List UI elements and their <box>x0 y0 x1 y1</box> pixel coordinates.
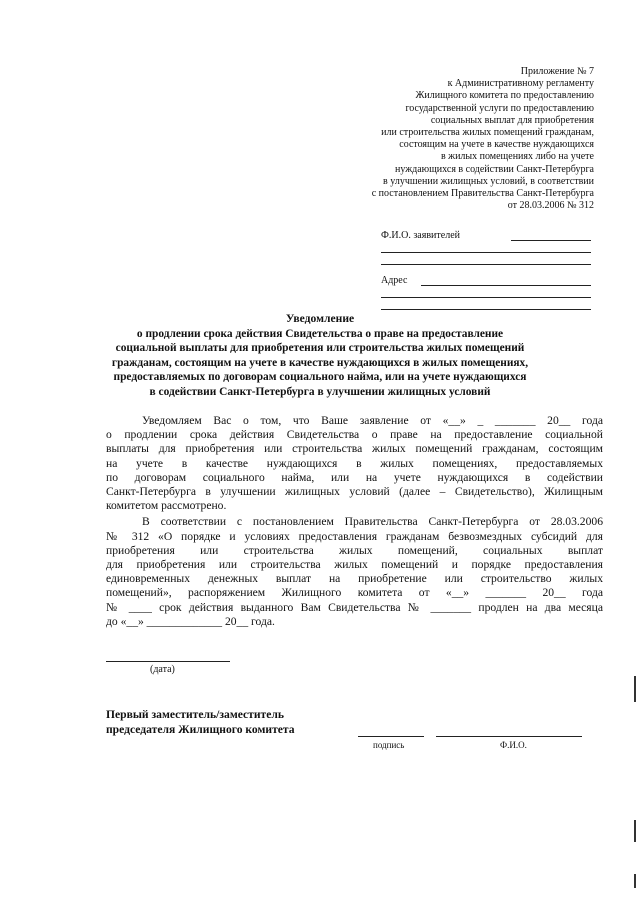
appendix-header <box>294 66 594 212</box>
appendix-line: или строительства жилых помещений гражданам, <box>381 127 594 139</box>
body-line: на учете в качестве нуждающихся в жилых помещениях, предоставляемых <box>106 456 603 470</box>
body-line: № ____ срок действия выданного Вам Свидетельства № _______ продлен на два месяца <box>106 600 603 614</box>
body-line: В соответствии с постановлением Правительства Санкт-Петербурга от 28.03.2006 <box>142 515 603 529</box>
appendix-line: в жилых помещениях либо на учете <box>440 151 594 163</box>
date-field[interactable] <box>106 661 230 662</box>
body-line: выплаты для приобретения или строительства жилых помещений гражданам, состоящим <box>106 442 603 456</box>
scan-margin-mark <box>634 874 636 888</box>
appendix-line: государственной услуги по предоставлению <box>405 102 594 114</box>
body-line: единовременных денежных выплат на приобретение или строительство жилых <box>106 572 603 586</box>
signature-label: подпись <box>373 740 405 750</box>
body-line: для приобретения или строительства жилых помещений и порядке предоставления <box>106 558 603 572</box>
applicant-fio-field[interactable] <box>511 230 591 241</box>
body-line: приобретения или строительства жилых помещений, социальных выплат <box>106 543 603 557</box>
body-line: комитетом рассмотрено. <box>106 499 227 513</box>
signer-fio-label: Ф.И.О. <box>500 740 527 750</box>
body-line: № 312 «О порядке и условиях предоставления гражданам безвозмездных субсидий для <box>106 529 603 543</box>
applicant-address-row <box>381 274 591 286</box>
applicant-address-line[interactable] <box>381 309 591 310</box>
notification-body <box>106 414 603 629</box>
subtitle-line: предоставляемых по договорам социального найма, или на учете нуждающихся <box>113 371 527 384</box>
signer-line: Первый заместитель/заместитель <box>106 708 284 721</box>
subtitle-line: о продлении срока действия Свидетельства о праве на предоставление <box>136 328 504 340</box>
subtitle-line: социальной выплаты для приобретения или строительства жилых помещений <box>115 342 525 355</box>
applicant-address-field[interactable] <box>421 275 591 286</box>
appendix-line: состоящим на учете в качестве нуждающихся <box>399 139 594 151</box>
applicant-fio-label: Ф.И.О. заявителей <box>381 230 460 241</box>
document-subtitle <box>80 327 560 399</box>
applicant-block <box>381 229 591 310</box>
signer-position <box>106 707 295 737</box>
signature-field[interactable] <box>358 736 424 737</box>
applicant-fio-row <box>381 229 591 241</box>
applicant-fio-line[interactable] <box>381 264 591 265</box>
appendix-line: Жилищного комитета по предоставлению <box>415 90 594 102</box>
body-line: помещений», распоряжением Жилищного комитета от «__» _______ 20__ года <box>106 586 603 600</box>
scan-margin-mark <box>634 676 636 702</box>
body-line: Уведомляем Вас о том, что Ваше заявление от «__» _ _______ 20__ года <box>142 414 603 427</box>
appendix-line: Приложение № 7 <box>520 66 594 77</box>
appendix-line: к Административному регламенту <box>447 78 594 90</box>
appendix-line: нуждающихся в содействии Санкт-Петербурга <box>394 163 594 175</box>
signer-fio-field[interactable] <box>436 736 582 737</box>
appendix-line: в улучшении жилищных условий, в соответствии <box>383 175 594 187</box>
applicant-address-line[interactable] <box>381 297 591 298</box>
subtitle-line: в содействии Санкт-Петербурга в улучшении жилищных условий <box>149 385 491 398</box>
body-line: по договорам социального найма, или на учете нуждающихся в содействии <box>106 470 603 484</box>
body-line: Санкт-Петербурга в улучшении жилищных условий (далее – Свидетельство), Жилищным <box>106 485 603 499</box>
body-line: до «__» _____________ 20__ года. <box>106 614 275 628</box>
body-line: о продлении срока действия Свидетельства о праве на предоставление социальной <box>106 428 603 442</box>
scan-margin-mark <box>634 820 636 842</box>
appendix-line: социальных выплат для приобретения <box>430 114 594 126</box>
document-title: Уведомление <box>285 312 355 325</box>
appendix-line: от 28.03.2006 № 312 <box>507 200 594 212</box>
signer-line: председателя Жилищного комитета <box>106 723 295 736</box>
subtitle-line: гражданам, состоящим на учете в качестве нуждающихся в жилых помещениях, <box>111 356 529 369</box>
appendix-line: с постановлением Правительства Санкт-Петербурга <box>371 188 594 200</box>
applicant-fio-line[interactable] <box>381 252 591 253</box>
date-label: (дата) <box>150 664 175 675</box>
applicant-address-label: Адрес <box>381 275 408 286</box>
